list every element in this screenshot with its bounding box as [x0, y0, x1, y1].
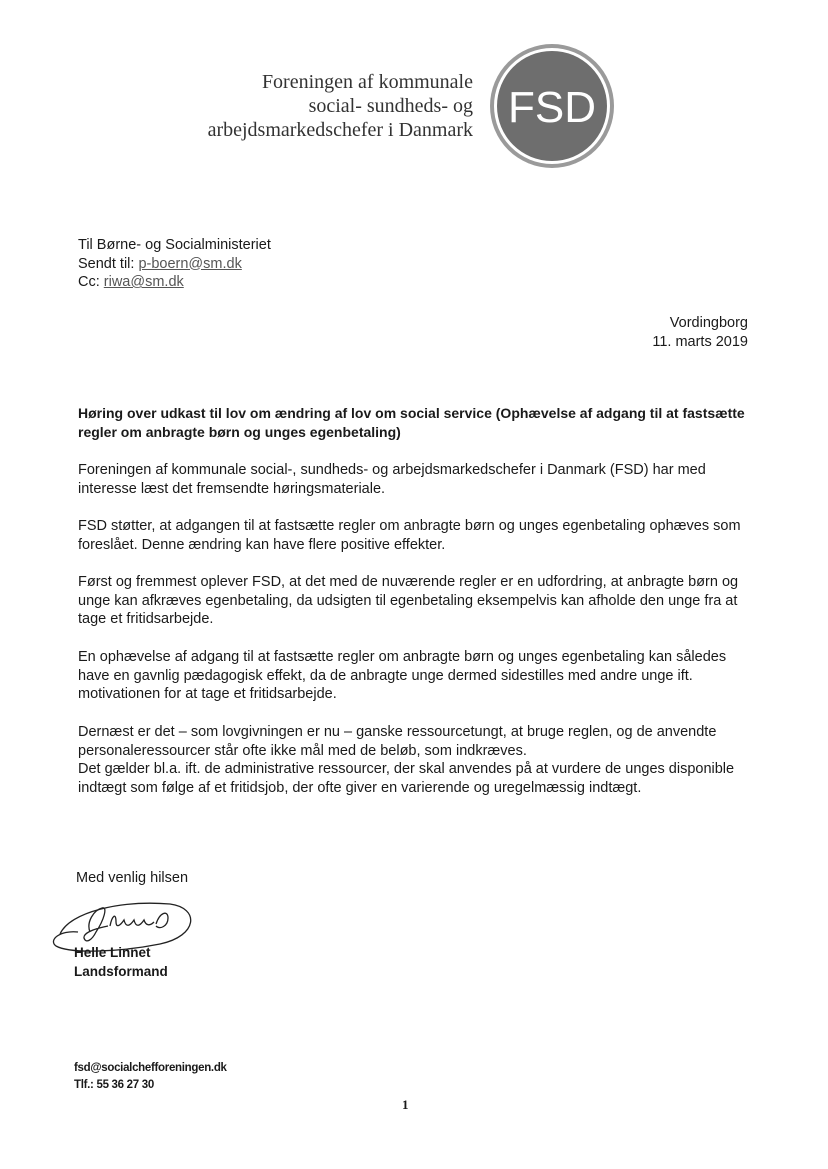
footer-contact [74, 1060, 227, 1094]
closing-greeting: Med venlig hilsen [76, 870, 189, 886]
org-name-line-2: social- sundheds- og [308, 95, 473, 117]
place-date [652, 314, 748, 351]
org-name-line-1: Foreningen af kommunale [261, 71, 473, 93]
body-paragraph-4: En ophævelse af adgang til at fastsætte regler om anbragte børn og unges egenbetaling kan således have en gavnlig pædagogisk effekt, da de anbragte unge dermed sidestilles med andre unge ift. motivationen for at tage et fritidsarbejde. [78, 649, 727, 702]
date: 11. marts 2019 [652, 333, 748, 350]
fsd-logo [488, 42, 616, 170]
body-paragraph-2: FSD støtter, at adgangen til at fastsætte regler om anbragte børn og unges egenbetaling ophæves som foreslået. Denne ændring kan have flere positive effekter. [78, 518, 741, 553]
recipient-block [78, 236, 271, 292]
signer-name: Helle Linnet [74, 945, 151, 960]
org-name-line-3: arbejdsmarkedschefer i Danmark [207, 119, 473, 141]
page-number: 1 [402, 1097, 409, 1112]
body-paragraph-3: Først og fremmest oplever FSD, at det med de nuværende regler er en udfordring, at anbragte børn og unge kan afkræves egenbetaling, da udsigten til egenbetaling eksempelvis kan afholde den unge fra at tage et fritidsarbejde. [78, 574, 739, 627]
body-paragraph-1: Foreningen af kommunale social-, sundheds- og arbejdsmarkedschefer i Danmark (FSD) har med interesse læst det fremsendte høringsmateriale. [78, 462, 706, 497]
logo-text: FSD [508, 83, 596, 132]
signer-title: Landsformand [74, 964, 168, 979]
cc-email-link[interactable]: riwa@sm.dk [103, 274, 184, 290]
body-paragraph-5: Dernæst er det – som lovgivningen er nu – ganske ressourcetungt, at bruge reglen, og de anvendte personaleressourcer står ofte ikke mål med de beløb, som indkræves. Det gælder bl.a. ift. de administrative ressourcer, der skal anvendes på at vurdere de unges disponible indtægt som følge af et fritidsjob, der ofte giver en varierende og uregelmæssig indtægt. [78, 724, 735, 796]
footer-phone: Tlf.: 55 36 27 30 [74, 1079, 154, 1091]
organization-name [205, 70, 473, 142]
letter-subject: Høring over udkast til lov om ændring af lov om social service (Ophævelse af adgang til at fastsætte regler om anbragte børn og unges egenbetaling) [78, 405, 745, 440]
sent-to-label: Sendt til: [78, 255, 135, 272]
cc-label: Cc: [78, 274, 100, 290]
sent-to-email-link[interactable]: p-boern@sm.dk [138, 255, 242, 272]
recipient-to: Til Børne- og Socialministeriet [78, 237, 271, 253]
footer-email-link[interactable]: fsd@socialchefforeningen.dk [74, 1062, 227, 1074]
place: Vordingborg [669, 315, 748, 331]
